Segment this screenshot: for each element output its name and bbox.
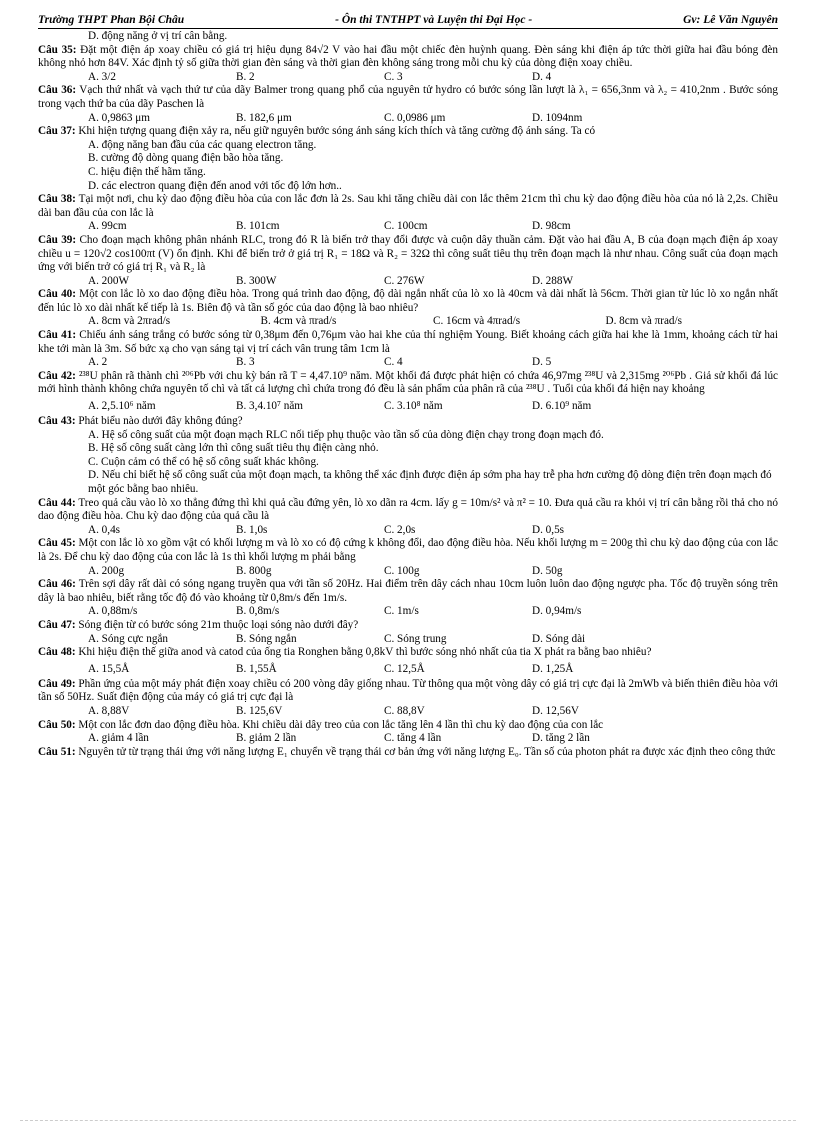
answer-option: C. hiệu điện thế hãm tăng.: [88, 165, 206, 178]
answer-option: D. tăng 2 lần: [532, 732, 590, 745]
answer-option: C. 276W: [384, 274, 425, 287]
question-number: Câu 36:: [38, 84, 77, 97]
question-stem: [38, 44, 778, 71]
answer-option: C. 12,5Å: [384, 662, 425, 675]
question-number: Câu 44:: [38, 496, 76, 509]
question-stem: [38, 288, 778, 315]
answer-option: A. 8cm và 2πrad/s: [88, 315, 171, 328]
question-stem: [38, 234, 778, 275]
question-number: Câu 41:: [38, 329, 77, 342]
question-number: Câu 48:: [38, 646, 76, 659]
question-number: Câu 49:: [38, 677, 76, 690]
answer-option: A. Hệ số công suất của một đoạn mạch RLC nối tiếp phụ thuộc vào tần số của dòng điện chạy trong đoạn mạch đó.: [88, 428, 604, 441]
question-number: Câu 37:: [38, 125, 76, 138]
answer-option: B. 300W: [236, 274, 277, 287]
question-number: Câu 35:: [38, 43, 77, 56]
question-stem: [38, 746, 778, 760]
answer-option: A. 2,5.10⁶ năm: [88, 400, 156, 413]
answer-option: A. động năng ban đầu của các quang electron tăng.: [88, 138, 317, 151]
answer-option: B. 2: [236, 70, 255, 83]
answer-row: [38, 605, 778, 619]
answer-row: [38, 220, 778, 234]
answer-option: D. 12,56V: [532, 704, 579, 717]
answer-row: [38, 660, 778, 678]
question-stem: [38, 84, 778, 111]
question-text: Khi hiệu điện thế giữa anod và catod của ống tia Ronghen bằng 0,8kV thì bước sóng nhỏ nhất của tia X phát ra bằng bao nhiêu?: [75, 646, 652, 659]
answer-row: [38, 275, 778, 289]
answer-option: D. 1094nm: [532, 111, 583, 124]
answer-option: A. giảm 4 lần: [88, 732, 149, 745]
question-number: Câu 45:: [38, 537, 76, 550]
question-number: Câu 50:: [38, 718, 76, 731]
answer-option: C. 4: [384, 356, 403, 369]
question-text: Vạch thứ nhất và vạch thứ tư của dãy Balmer trong quang phổ của nguyên tử hydro có bước sóng lần lượt là λ₁ = 656,3nm và λ₂ = 410,2nm . Bước sóng trong vạch thứ ba của dãy Paschen là: [38, 84, 778, 110]
question-text: Phần ứng của một máy phát điện xoay chiều có 200 vòng dây giống nhau. Từ thông qua một vòng dây có giá trị cực đại là 2mWb và biến thiên điều hòa với tần số 50Hz. Suất điện động của máy có giá trị cực đại là: [38, 677, 778, 704]
answer-row: [38, 565, 778, 579]
answer-option: B. 3,4.10⁷ năm: [236, 400, 303, 413]
school-name: Trường THPT Phan Bội Châu: [38, 14, 185, 26]
question-text: Treo quả cầu vào lò xo thẳng đứng thì khi quả cầu đứng yên, lò xo dãn ra 4cm. lấy g = 10m/s² và π² = 10. Đưa quả cầu ra khỏi vị trí cân bằng rồi thả cho nó dao động điều hòa. Chu kỳ dao động của quả cầu là: [38, 496, 778, 523]
question-stem: [38, 646, 778, 660]
answer-option: B. Hệ số công suất càng lớn thì công suất tiêu thụ điện càng nhỏ.: [88, 442, 379, 455]
question-number: Câu 47:: [38, 618, 76, 631]
answer-option: B. 125,6V: [236, 704, 283, 717]
question-text: Chiếu ánh sáng trắng có bước sóng từ 0,38μm đến 0,76μm vào hai khe của thí nghiệm Young. Biết khoảng cách giữa hai khe là 1mm, khoảng cách từ hai khe tới màn là 3m. Số bức xạ cho vạn sáng tại vị trí cách vân trung tâm 1cm là: [38, 329, 778, 355]
question-text: Cho đoạn mạch không phân nhánh RLC, trong đó R là biến trở thay đổi được và cuộn dây thuần cảm. Đặt vào hai đầu A, B của đoạn mạch điện áp xoay chiều u = 120√2 cos100πt (V) ổn định. Khi để biến trở ở giá trị R₁ = 18Ω và R₂ = 32Ω thì công suất tiêu thụ trên đoạn mạch là như nhau. Công suất của đoạn mạch ứng với biến trở có giá trị R₁ và R₂ là: [38, 233, 779, 274]
answer-option: A. 0,9863 μm: [88, 111, 150, 124]
answer-row: [38, 356, 778, 370]
answer-option: D. 288W: [532, 274, 574, 287]
question-number: Câu 39:: [38, 233, 77, 246]
answer-option: C. Cuộn cảm có thể có hệ số công suất khác không.: [88, 455, 319, 468]
question-stem: [38, 537, 778, 564]
question-text: Nguyên tử từ trạng thái ứng với năng lượng E₁ chuyển về trạng thái cơ bản ứng với năng lượng E₀. Tần số của photon phát ra được xác định theo công thức: [75, 745, 776, 758]
answer-option: D. 0,94m/s: [532, 605, 582, 618]
question-stem: [38, 125, 778, 139]
answer-option: D. 6.10⁹ năm: [532, 400, 592, 413]
answer-row: [38, 705, 778, 719]
page-footer-rule: [20, 1120, 796, 1121]
question-text: Phát biểu nào dưới đây không đúng?: [75, 415, 243, 428]
question-stem: [38, 578, 778, 605]
answer-option: D. 0,5s: [532, 523, 565, 536]
question-text: Đặt một điện áp xoay chiều có giá trị hiệu dụng 84√2 V vào hai đầu một chiếc đèn huỳnh quang. Đèn sáng khi điện áp tức thời giữa hai đầu bóng đèn không nhỏ hơn 84V. Xác định tỷ số giữa thời gian đèn sáng và thời gian đèn không sáng trong mỗi chu kỳ của dòng điện xoay chiều.: [38, 43, 778, 70]
answer-option: A. 8,88V: [88, 704, 130, 717]
answer-option: C. Sóng trung: [384, 632, 447, 645]
answer-option: C. 88,8V: [384, 704, 425, 717]
answer-option: B. giảm 2 lần: [236, 732, 297, 745]
question-stem: [38, 497, 778, 524]
answer-row: [38, 732, 778, 746]
answer-option: C. 2,0s: [384, 523, 416, 536]
answer-option: B. 0,8m/s: [236, 605, 280, 618]
question-text: Trên sợi dây rất dài có sóng ngang truyền qua với tần số 20Hz. Hai điểm trên dây cách nhau 10cm luôn luôn dao động ngược pha. Tốc độ truyền sóng trên dây là bao nhiêu, biết rằng tốc độ đó vào khoảng từ 0,8m/s đến 1m/s.: [38, 578, 778, 604]
answer-option: A. 0,88m/s: [88, 605, 138, 618]
question-number: Câu 46:: [38, 578, 76, 591]
answer-option: D. 98cm: [532, 220, 571, 233]
answer-option: A. Sóng cực ngắn: [88, 632, 169, 645]
question-stem: [38, 719, 778, 733]
answer-option: C. 100cm: [384, 220, 428, 233]
answer-option: B. 3: [236, 356, 255, 369]
question-text: Khi hiện tượng quang điện xảy ra, nếu giữ nguyên bước sóng ánh sáng kích thích và tăng cường độ ánh sáng. Ta có: [75, 125, 596, 138]
answer-option: B. 800g: [236, 564, 272, 577]
answer-option: D. Nếu chỉ biết hệ số công suất của một đoạn mạch, ta không thể xác định được điện áp sớm pha hay trễ pha hơn cường độ dòng điện trên đoạn mạch đó một góc bằng bao nhiêu.: [88, 469, 772, 495]
answer-option: C. 100g: [384, 564, 420, 577]
question-text: Tại một nơi, chu kỳ dao động điều hòa của con lắc đơn là 2s. Sau khi tăng chiều dài con lắc thêm 21cm thì chu kỳ dao động điều hòa của nó là 2,2s. Chiều dài ban đầu của con lắc là: [38, 193, 778, 219]
answer-option: D. 8cm và πrad/s: [605, 315, 682, 328]
answer-row: [38, 633, 778, 647]
question-stem: [38, 415, 778, 429]
question-stem: [38, 193, 778, 220]
document-page: [38, 14, 778, 759]
answer-option: B. 101cm: [236, 220, 280, 233]
question-text: ²³⁸U phân rã thành chì ²⁰⁶Pb với chu kỳ bán rã T = 4,47.10⁹ năm. Một khối đá được phát hiện có chứa 46,97mg ²³⁸U và 2,315mg ²⁰⁶Pb . Giả sử khối đá lúc mới hình thành không chứa nguyên tố chì và tất cả lượng chì chứa trong đó đều là sản phẩm của phân rã của ²³⁸U . Tuổi của khối đá hiện nay khoảng: [38, 369, 779, 396]
answer-option: B. 1,55Å: [236, 662, 277, 675]
question-stem: [38, 329, 778, 356]
teacher-name: Gv: Lê Văn Nguyên: [683, 14, 778, 26]
answer-option: B. 182,6 μm: [236, 111, 292, 124]
answer-option: C. 0,0986 μm: [384, 111, 446, 124]
question-text: Sóng điện từ có bước sóng 21m thuộc loại sóng nào dưới đây?: [75, 618, 359, 631]
question-number: Câu 51:: [38, 745, 76, 758]
answer-row: [38, 524, 778, 538]
answer-option: D. 50g: [532, 564, 563, 577]
answer-option: D. động năng ở vị trí cân bằng.: [88, 30, 228, 42]
answer-option: B. Sóng ngắn: [236, 632, 297, 645]
question-text: Một con lắc lò xo dao động điều hòa. Trong quá trình dao động, độ dài ngắn nhất của lò xo là 40cm và dài nhất là 56cm. Thời gian từ lúc lò xo ngắn nhất đến lúc lò xo dài nhất kế tiếp là 1s. Biên độ và tần số góc của dao động là bao nhiêu?: [38, 288, 778, 314]
answer-option: D. 5: [532, 356, 552, 369]
document-title: - Ôn thi TNTHPT và Luyện thi Đại Học -: [335, 14, 533, 26]
answer-row: [38, 112, 778, 126]
answer-option: C. 1m/s: [384, 605, 419, 618]
answer-row: [38, 71, 778, 85]
question-number: Câu 42:: [38, 369, 76, 382]
answer-option: A. 200g: [88, 564, 125, 577]
question-stem: [38, 678, 778, 705]
answer-option: A. 0,4s: [88, 523, 121, 536]
answer-option: D. các electron quang điện đến anod với tốc độ lớn hơn..: [88, 179, 342, 192]
answer-option: A. 2: [88, 356, 108, 369]
question-list: [38, 30, 778, 759]
question-stem: [38, 619, 778, 633]
answer-option: C. 3.10⁸ năm: [384, 400, 443, 413]
answer-row: [38, 315, 778, 329]
answer-option: B. 4cm và πrad/s: [260, 315, 337, 328]
question-text: Một con lắc lò xo gồm vật có khối lượng m và lò xo có độ cứng k không đổi, dao động điều hòa. Nếu khối lượng m = 200g thì chu kỳ dao động của con lắc là 2s. Để chu kỳ dao động của con lắc là 1s thì khối lượng m phải bằng: [38, 537, 778, 563]
page-header: [38, 14, 778, 29]
question-number: Câu 43:: [38, 415, 76, 428]
answer-option: D. 4: [532, 70, 552, 83]
answer-option: D. Sóng dài: [532, 632, 586, 645]
answer-option: D. 1,25Å: [532, 662, 574, 675]
question-text: Một con lắc đơn dao động điều hòa. Khi chiều dài dây treo của con lắc tăng lên 4 lần thì chu kỳ dao động của con lắc: [75, 718, 604, 731]
answer-option: B. cường độ dòng quang điện bão hòa tăng.: [88, 152, 284, 165]
answer-option: C. tăng 4 lần: [384, 732, 442, 745]
answer-option: A. 3/2: [88, 70, 116, 83]
answer-row: [38, 397, 778, 415]
question-stem: [38, 370, 778, 397]
answer-option: A. 99cm: [88, 220, 127, 233]
answer-option: B. 1,0s: [236, 523, 268, 536]
question-number: Câu 38:: [38, 193, 76, 206]
answer-option: C. 3: [384, 70, 403, 83]
answer-option: A. 200W: [88, 274, 130, 287]
answer-option: A. 15,5Å: [88, 662, 130, 675]
question-number: Câu 40:: [38, 288, 76, 301]
answer-option: C. 16cm và 4πrad/s: [433, 315, 521, 328]
